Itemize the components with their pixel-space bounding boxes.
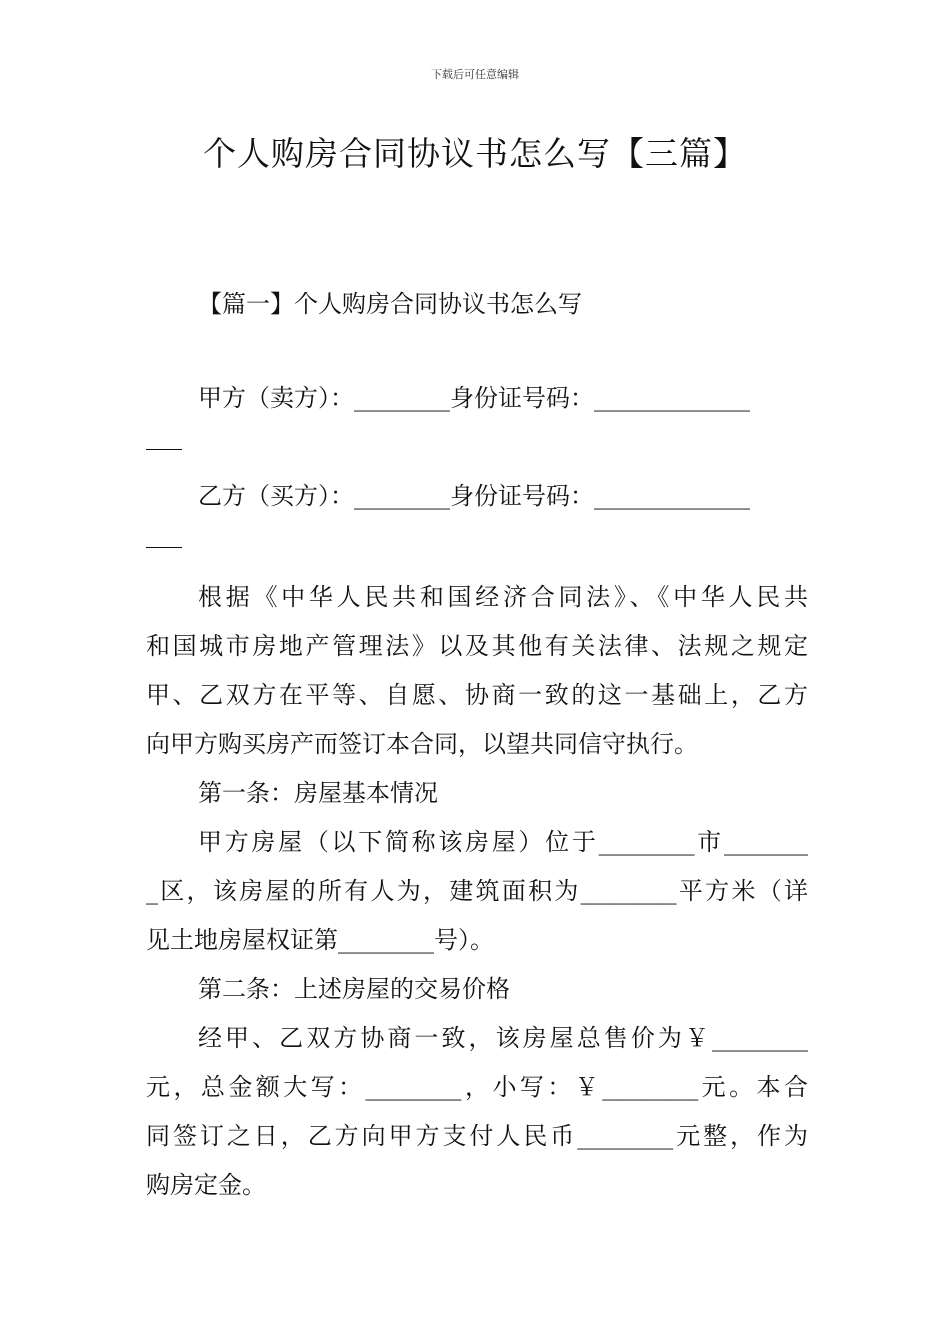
party-a-line: 甲方（卖方）：________身份证号码：_____________: [198, 384, 750, 412]
article1-line: 见土地房屋权证第________号）。: [146, 926, 494, 954]
article2-line: 购房定金。: [146, 1171, 266, 1199]
party-b-line: 乙方（买方）：________身份证号码：_____________: [198, 482, 750, 510]
article1-line: 甲方房屋（以下简称该房屋）位于________市_______: [198, 828, 808, 856]
article2-line: 同签订之日，乙方向甲方支付人民币________元整，作为: [146, 1122, 808, 1150]
document-title: 个人购房合同协议书怎么写【三篇】: [203, 134, 747, 173]
section-title: 【篇一】个人购房合同协议书怎么写: [198, 290, 582, 318]
article1-line: _区，该房屋的所有人为，建筑面积为________平方米（详: [146, 877, 808, 905]
party-b-block: [146, 472, 808, 571]
contract-body: [146, 573, 808, 1210]
intro-line: 甲、乙双方在平等、自愿、协商一致的这一基础上，乙方: [146, 681, 808, 709]
intro-line: 和国城市房地产管理法》以及其他有关法律、法规之规定: [146, 632, 808, 660]
article2-line: 元，总金额大写：________，小写：￥________元。本合: [146, 1073, 808, 1101]
party-a-block: [146, 374, 808, 473]
article1-title: 第一条：房屋基本情况: [198, 779, 438, 807]
article2-line: 经甲、乙双方协商一致，该房屋总售价为￥________: [198, 1024, 808, 1052]
party-b-underline-tail: [146, 521, 182, 548]
intro-line: 向甲方购买房产而签订本合同，以望共同信守执行。: [146, 730, 698, 758]
article2-title: 第二条：上述房屋的交易价格: [198, 975, 510, 1003]
header-note: 下载后可任意编辑: [431, 68, 519, 81]
intro-line: 根据《中华人民共和国经济合同法》、《中华人民共: [198, 583, 808, 611]
party-a-underline-tail: [146, 423, 182, 450]
